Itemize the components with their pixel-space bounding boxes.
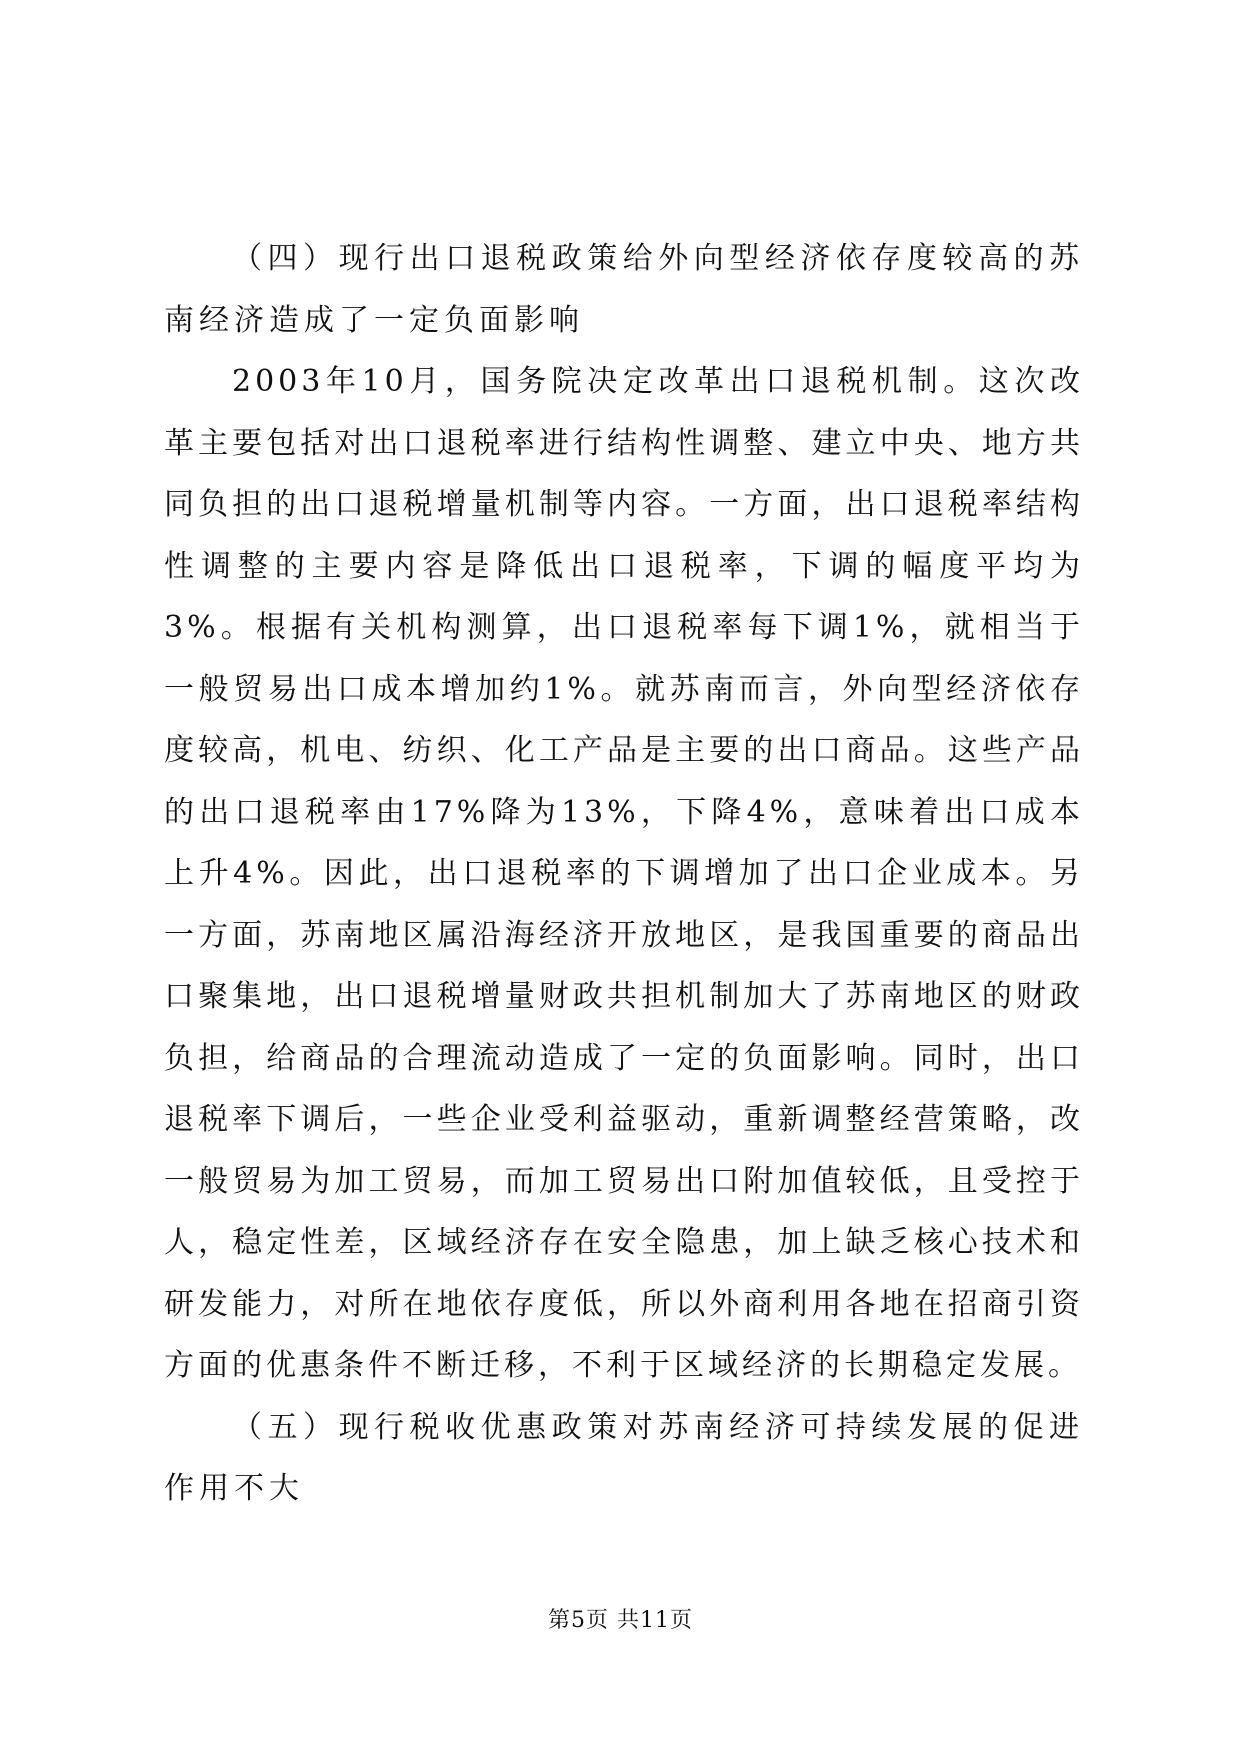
page-footer [0,1606,1241,1636]
body-paragraph: 2003年10月，国务院决定改革出口退税机制。这次改革主要包括对出口退税率进行结构性调整、建立中央、地方共同负担的出口退税增量机制等内容。一方面，出口退税率结构性调整的主要内容是降低出口退税率，下调的幅度平均为3%。根据有关机构测算，出口退税率每下调1%，就相当于一般贸易出口成本增加约1%。就苏南而言，外向型经济依存度较高，机电、纺织、化工产品是主要的出口商品。这些产品的出口退税率由17%降为13%，下降4%，意味着出口成本上升4%。因此，出口退税率的下调增加了出口企业成本。另一方面，苏南地区属沿海经济开放地区，是我国重要的商品出口聚集地，出口退税增量财政共担机制加大了苏南地区的财政负担，给商品的合理流动造成了一定的负面影响。同时，出口退税率下调后，一些企业受利益驱动，重新调整经营策略，改一般贸易为加工贸易，而加工贸易出口附加值较低，且受控于人，稳定性差，区域经济存在安全隐患，加上缺乏核心技术和研发能力，对所在地依存度低，所以外商利用各地在招商引资方面的优惠条件不断迁移，不利于区域经济的长期稳定发展。 [164,364,1084,1383]
document-body [164,228,1084,1520]
page-number: 第5页 共11页 [548,1608,693,1633]
section-heading-four: （四）现行出口退税政策给外向型经济依存度较高的苏南经济造成了一定负面影响 [164,241,1084,338]
section-heading-five: （五）现行税收优惠政策对苏南经济可持续发展的促进作用不大 [164,1409,1084,1506]
